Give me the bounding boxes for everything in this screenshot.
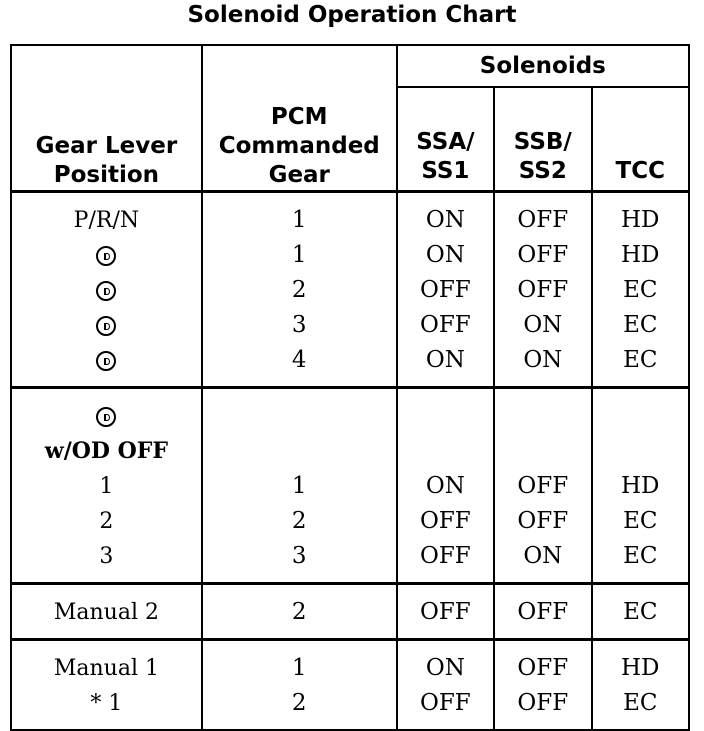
ssa-cell: ON xyxy=(397,640,494,687)
gear-lever-cell: Manual 1 xyxy=(11,640,202,687)
pcm-gear-cell: 2 xyxy=(202,504,397,539)
gear-lever-cell: 2 xyxy=(11,504,202,539)
pcm-gear-cell xyxy=(202,388,397,435)
gear-lever-cell xyxy=(11,273,202,308)
table-row xyxy=(11,469,689,504)
table-row xyxy=(11,640,689,687)
drive-circle-icon xyxy=(96,407,116,427)
gear-lever-cell xyxy=(11,343,202,388)
ssb-cell: OFF xyxy=(494,273,591,308)
solenoid-operation-table xyxy=(10,44,690,731)
tcc-cell xyxy=(592,434,689,469)
table-row xyxy=(11,539,689,584)
ssa-cell: ON xyxy=(397,192,494,239)
page-title: Solenoid Operation Chart xyxy=(187,2,517,28)
pcm-gear-cell: 1 xyxy=(202,640,397,687)
tcc-cell: EC xyxy=(592,539,689,584)
tcc-cell: EC xyxy=(592,343,689,388)
ssa-cell: OFF xyxy=(397,584,494,640)
header-gear-lever-position: Gear Lever Position xyxy=(11,45,202,192)
ssa-cell: ON xyxy=(397,343,494,388)
ssa-cell: ON xyxy=(397,238,494,273)
ssb-cell xyxy=(494,434,591,469)
gear-lever-cell xyxy=(11,238,202,273)
ssb-cell: OFF xyxy=(494,640,591,687)
gear-lever-cell: 3 xyxy=(11,539,202,584)
ssb-cell: OFF xyxy=(494,192,591,239)
ssb-cell: OFF xyxy=(494,686,591,730)
pcm-gear-cell: 4 xyxy=(202,343,397,388)
pcm-gear-cell: 2 xyxy=(202,686,397,730)
pcm-gear-cell xyxy=(202,434,397,469)
ssb-cell: OFF xyxy=(494,469,591,504)
table-row xyxy=(11,308,689,343)
table-row xyxy=(11,238,689,273)
pcm-gear-cell: 2 xyxy=(202,584,397,640)
header-ssb-ss2: SSB/ SS2 xyxy=(494,87,591,192)
ssb-cell: OFF xyxy=(494,584,591,640)
pcm-gear-cell: 3 xyxy=(202,539,397,584)
gear-lever-cell xyxy=(11,308,202,343)
pcm-gear-cell: 1 xyxy=(202,192,397,239)
pcm-gear-cell: 1 xyxy=(202,238,397,273)
tcc-cell: EC xyxy=(592,686,689,730)
tcc-cell: HD xyxy=(592,238,689,273)
tcc-cell: EC xyxy=(592,584,689,640)
tcc-cell xyxy=(592,388,689,435)
ssa-cell xyxy=(397,388,494,435)
gear-lever-cell: P/R/N xyxy=(11,192,202,239)
table-section xyxy=(11,584,689,640)
pcm-gear-cell: 2 xyxy=(202,273,397,308)
gear-lever-cell: 1 xyxy=(11,469,202,504)
ssb-cell: ON xyxy=(494,343,591,388)
table-row xyxy=(11,434,689,469)
tcc-cell: EC xyxy=(592,273,689,308)
drive-circle-icon xyxy=(96,316,116,336)
header-solenoids-group: Solenoids xyxy=(397,45,689,87)
ssb-cell: ON xyxy=(494,308,591,343)
table-section xyxy=(11,388,689,584)
ssa-cell: OFF xyxy=(397,308,494,343)
pcm-gear-cell: 3 xyxy=(202,308,397,343)
table-section xyxy=(11,192,689,388)
drive-circle-icon xyxy=(96,246,116,266)
ssb-cell xyxy=(494,388,591,435)
table-row xyxy=(11,686,689,730)
ssa-cell: OFF xyxy=(397,273,494,308)
table-row xyxy=(11,273,689,308)
ssb-cell: OFF xyxy=(494,504,591,539)
tcc-cell: EC xyxy=(592,308,689,343)
ssb-cell: ON xyxy=(494,539,591,584)
table-row xyxy=(11,192,689,239)
table-row xyxy=(11,388,689,435)
tcc-cell: EC xyxy=(592,504,689,539)
ssa-cell: ON xyxy=(397,469,494,504)
ssa-cell: OFF xyxy=(397,539,494,584)
table-section xyxy=(11,640,689,731)
table-row xyxy=(11,584,689,640)
ssa-cell: OFF xyxy=(397,504,494,539)
table-row xyxy=(11,504,689,539)
drive-circle-icon xyxy=(96,351,116,371)
tcc-cell: HD xyxy=(592,640,689,687)
header-pcm-commanded-gear: PCM Commanded Gear xyxy=(202,45,397,192)
tcc-cell: HD xyxy=(592,469,689,504)
gear-lever-cell: Manual 2 xyxy=(11,584,202,640)
header-tcc: TCC xyxy=(592,87,689,192)
table-row xyxy=(11,343,689,388)
pcm-gear-cell: 1 xyxy=(202,469,397,504)
ssa-cell xyxy=(397,434,494,469)
gear-lever-cell: * 1 xyxy=(11,686,202,730)
drive-circle-icon xyxy=(96,281,116,301)
ssa-cell: OFF xyxy=(397,686,494,730)
tcc-cell: HD xyxy=(592,192,689,239)
ssb-cell: OFF xyxy=(494,238,591,273)
gear-lever-cell: w/OD OFF xyxy=(11,434,202,469)
header-ssa-ss1: SSA/ SS1 xyxy=(397,87,494,192)
gear-lever-cell xyxy=(11,388,202,435)
